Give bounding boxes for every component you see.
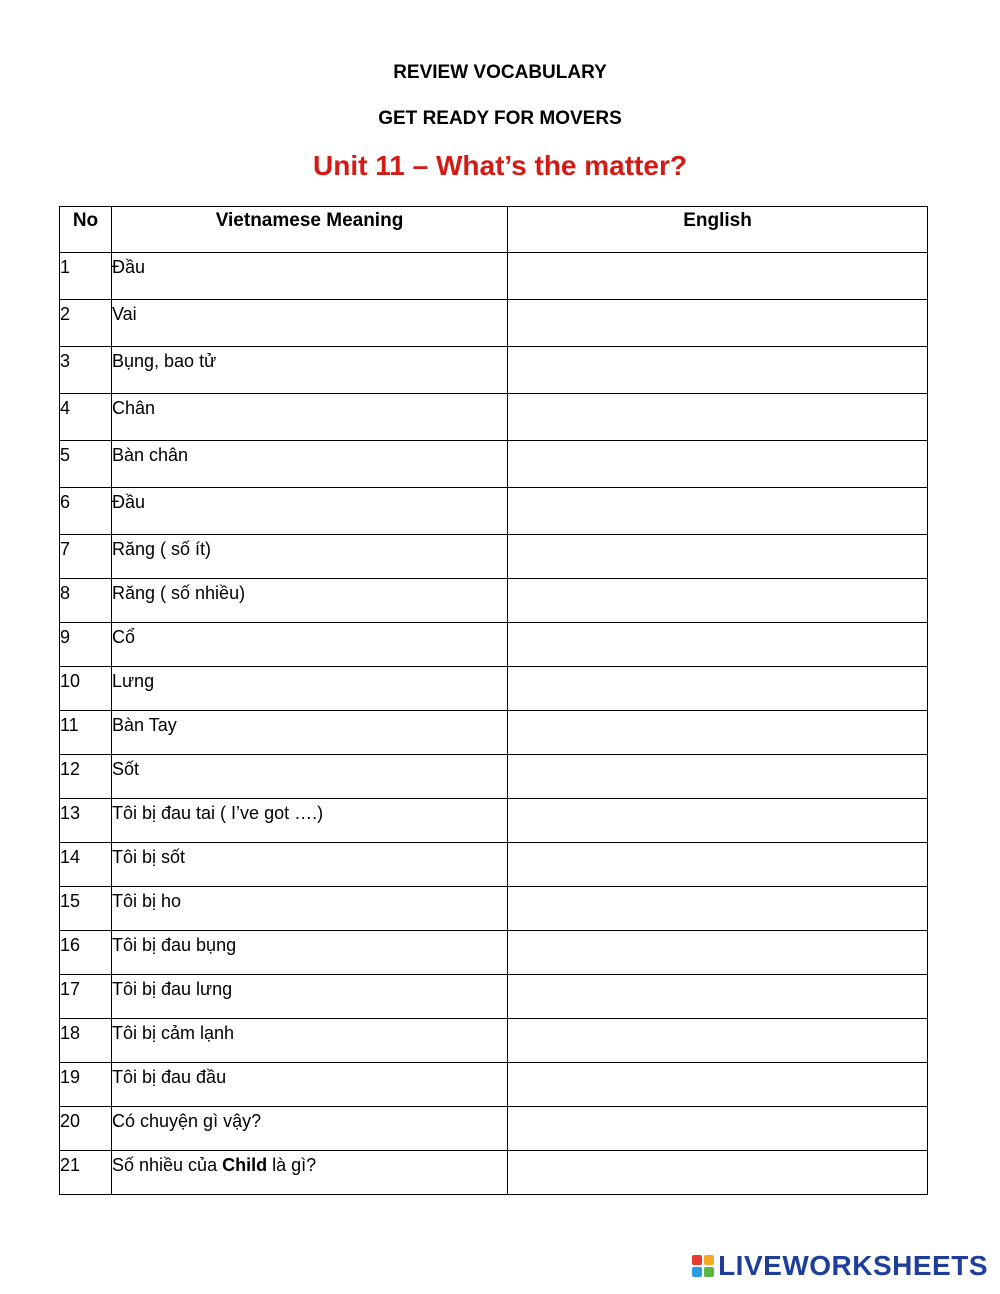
table-row (60, 755, 928, 799)
vietnamese-meaning: Bụng, bao tử (112, 347, 508, 394)
english-answer-input[interactable] (508, 300, 927, 340)
logo-square (692, 1255, 702, 1265)
table-row (60, 300, 928, 347)
english-answer-cell (508, 711, 928, 755)
table-row (60, 488, 928, 535)
table-row (60, 799, 928, 843)
english-answer-cell (508, 347, 928, 394)
english-answer-cell (508, 1063, 928, 1107)
row-number: 14 (60, 843, 112, 887)
english-answer-cell (508, 667, 928, 711)
vietnamese-meaning: Vai (112, 300, 508, 347)
table-row (60, 1063, 928, 1107)
table-row (60, 579, 928, 623)
row-number: 8 (60, 579, 112, 623)
table-row (60, 623, 928, 667)
english-answer-input[interactable] (508, 843, 927, 883)
logo-square (704, 1267, 714, 1277)
table-row (60, 347, 928, 394)
row-number: 10 (60, 667, 112, 711)
english-answer-input[interactable] (508, 394, 927, 434)
english-answer-input[interactable] (508, 623, 927, 663)
vietnamese-meaning: Tôi bị sốt (112, 843, 508, 887)
english-answer-input[interactable] (508, 1107, 927, 1147)
row-number: 3 (60, 347, 112, 394)
row-number: 20 (60, 1107, 112, 1151)
table-row (60, 394, 928, 441)
english-answer-cell (508, 755, 928, 799)
row-number: 2 (60, 300, 112, 347)
row-number: 21 (60, 1151, 112, 1195)
row-number: 11 (60, 711, 112, 755)
english-answer-input[interactable] (508, 441, 927, 481)
vietnamese-meaning: Đầu (112, 253, 508, 300)
table-row (60, 1151, 928, 1195)
english-answer-input[interactable] (508, 667, 927, 707)
row-number: 15 (60, 887, 112, 931)
english-answer-input[interactable] (508, 931, 927, 971)
vietnamese-meaning (112, 1151, 508, 1195)
english-answer-input[interactable] (508, 253, 927, 293)
vietnamese-meaning: Có chuyện gì vậy? (112, 1107, 508, 1151)
vietnamese-meaning-text: là gì? (267, 1155, 317, 1175)
logo-text: LIVEWORKSHEETS (718, 1250, 988, 1281)
table-row (60, 711, 928, 755)
table-row (60, 931, 928, 975)
english-answer-input[interactable] (508, 755, 927, 795)
vocabulary-table (59, 206, 928, 1195)
english-answer-input[interactable] (508, 347, 927, 387)
english-answer-cell (508, 394, 928, 441)
english-answer-cell (508, 931, 928, 975)
english-answer-input[interactable] (508, 975, 927, 1015)
english-answer-cell (508, 887, 928, 931)
table-row (60, 1019, 928, 1063)
vietnamese-meaning: Đầu (112, 488, 508, 535)
table-row (60, 843, 928, 887)
english-answer-input[interactable] (508, 1151, 927, 1191)
vietnamese-meaning: Lưng (112, 667, 508, 711)
english-answer-cell (508, 799, 928, 843)
english-answer-cell (508, 488, 928, 535)
table-row (60, 1107, 928, 1151)
unit-title: Unit 11 – What’s the matter? (313, 150, 687, 181)
vietnamese-meaning: Răng ( số nhiều) (112, 579, 508, 623)
english-answer-cell (508, 623, 928, 667)
english-answer-input[interactable] (508, 1063, 927, 1103)
english-answer-input[interactable] (508, 1019, 927, 1059)
row-number: 18 (60, 1019, 112, 1063)
table-header-row (60, 207, 928, 253)
english-answer-input[interactable] (508, 488, 927, 528)
table-row (60, 975, 928, 1019)
table-row (60, 535, 928, 579)
vietnamese-meaning: Tôi bị đau đầu (112, 1063, 508, 1107)
table-row (60, 887, 928, 931)
column-header-no: No (60, 207, 112, 253)
english-answer-input[interactable] (508, 799, 927, 839)
english-answer-cell (508, 441, 928, 488)
row-number: 9 (60, 623, 112, 667)
logo-square (704, 1255, 714, 1265)
row-number: 5 (60, 441, 112, 488)
vietnamese-meaning: Tôi bị cảm lạnh (112, 1019, 508, 1063)
english-answer-cell (508, 975, 928, 1019)
vietnamese-meaning: Bàn Tay (112, 711, 508, 755)
vietnamese-meaning: Tôi bị đau tai ( I’ve got ….) (112, 799, 508, 843)
vietnamese-meaning: Cổ (112, 623, 508, 667)
column-header-english: English (508, 207, 928, 253)
column-header-vietnamese: Vietnamese Meaning (112, 207, 508, 253)
logo-square (692, 1267, 702, 1277)
table-row (60, 253, 928, 300)
vietnamese-meaning: Răng ( số ít) (112, 535, 508, 579)
table-row (60, 441, 928, 488)
vietnamese-meaning: Tôi bị ho (112, 887, 508, 931)
vietnamese-meaning: Bàn chân (112, 441, 508, 488)
liveworksheets-logo (692, 1250, 988, 1282)
english-answer-cell (508, 300, 928, 347)
row-number: 4 (60, 394, 112, 441)
row-number: 1 (60, 253, 112, 300)
row-number: 12 (60, 755, 112, 799)
worksheet-subheading: GET READY FOR MOVERS (378, 108, 622, 129)
english-answer-cell (508, 843, 928, 887)
row-number: 19 (60, 1063, 112, 1107)
english-answer-cell (508, 1151, 928, 1195)
row-number: 16 (60, 931, 112, 975)
vietnamese-meaning: Tôi bị đau lưng (112, 975, 508, 1019)
english-answer-cell (508, 1107, 928, 1151)
english-answer-cell (508, 253, 928, 300)
vietnamese-meaning-bold-word: Child (222, 1155, 268, 1175)
english-answer-cell (508, 579, 928, 623)
english-answer-input[interactable] (508, 711, 927, 751)
vietnamese-meaning: Chân (112, 394, 508, 441)
vietnamese-meaning: Tôi bị đau bụng (112, 931, 508, 975)
english-answer-input[interactable] (508, 535, 927, 575)
table-row (60, 667, 928, 711)
worksheet-heading: REVIEW VOCABULARY (393, 62, 607, 83)
row-number: 6 (60, 488, 112, 535)
row-number: 7 (60, 535, 112, 579)
english-answer-cell (508, 1019, 928, 1063)
row-number: 17 (60, 975, 112, 1019)
liveworksheets-logo-icon (692, 1255, 714, 1277)
english-answer-input[interactable] (508, 579, 927, 619)
vietnamese-meaning-text: Số nhiều của (112, 1155, 223, 1175)
english-answer-input[interactable] (508, 887, 927, 927)
english-answer-cell (508, 535, 928, 579)
vietnamese-meaning: Sốt (112, 755, 508, 799)
row-number: 13 (60, 799, 112, 843)
